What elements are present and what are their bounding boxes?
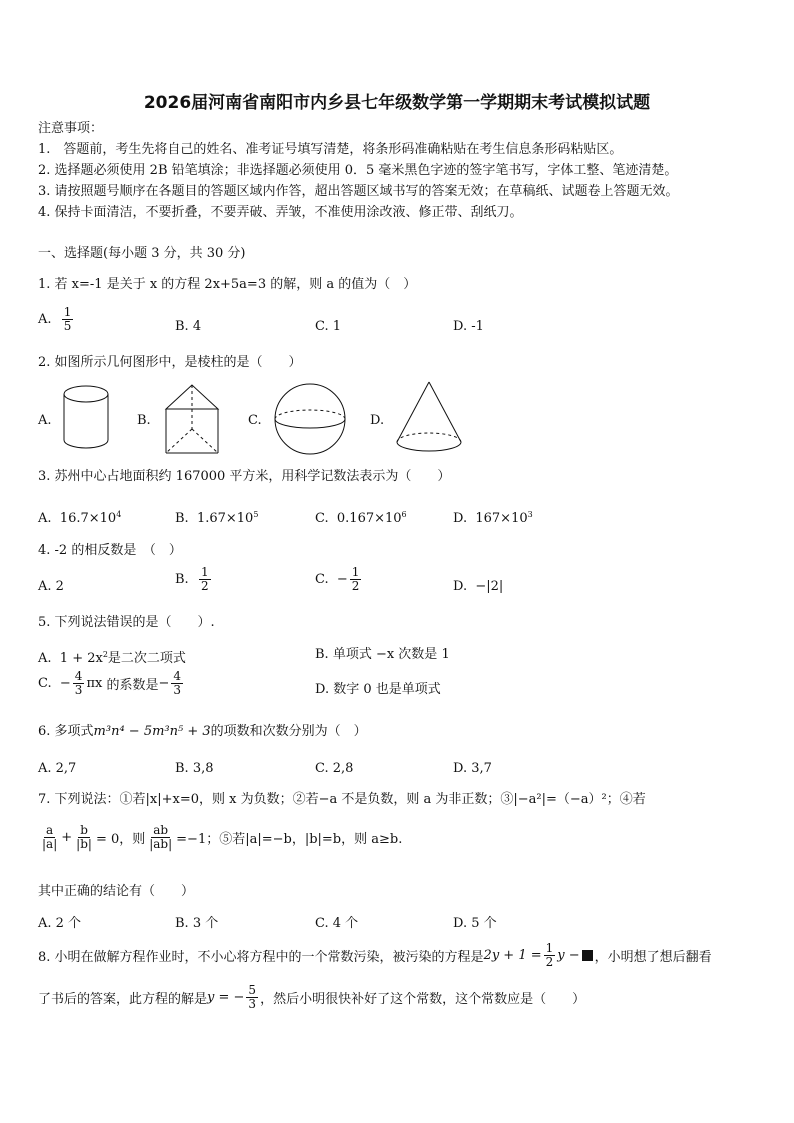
question-4-option-a: A. 2 bbox=[38, 579, 64, 594]
question-5-option-c: C. − $\frac{4}{3}$ πx 的系数是 − $\frac{4}{3}$ bbox=[38, 669, 182, 697]
fraction: $\frac{1}{2}$ bbox=[545, 941, 554, 969]
question-5-stem: 5. 下列说法错误的是（ ）. bbox=[38, 615, 215, 630]
question-7-option-a: A. 2 个 bbox=[38, 916, 82, 931]
question-5-option-b: B. 单项式 −x 次数是 1 bbox=[315, 647, 450, 662]
question-4-option-d: D. −|2| bbox=[453, 579, 504, 594]
question-6-option-a: A. 2,7 bbox=[38, 761, 77, 776]
question-3-option-d: D. $167\times 10^3$ bbox=[453, 510, 533, 526]
cylinder-icon bbox=[58, 382, 114, 454]
question-6-stem: 6. 多项式m³n⁴ − 5m³n⁵ + 3的项数和次数分别为（ ） bbox=[38, 724, 367, 739]
fraction: $\frac{4}{3}$ bbox=[74, 669, 83, 697]
notice-item: 1. 答题前，考生先将自己的姓名、准考证号填写清楚，将条形码准确粘贴在考生信息条形码粘贴区。 bbox=[38, 142, 623, 157]
question-2-label-a: A. bbox=[38, 413, 52, 428]
notice-item: 4. 保持卡面清洁，不要折叠，不要弄破、弄皱，不准使用涂改液、修正带、刮纸刀。 bbox=[38, 205, 523, 220]
notice-item: 2. 选择题必须使用 2B 铅笔填涂；非选择题必须使用 0．5 毫米黑色字迹的签字笔书写，字体工整、笔迹清楚。 bbox=[38, 163, 678, 178]
question-2-stem: 2. 如图所示几何图形中，是棱柱的是（ ） bbox=[38, 355, 302, 370]
fraction: $\frac{1}{5}$ bbox=[63, 305, 72, 333]
question-5-option-d: D. 数字 0 也是单项式 bbox=[315, 682, 441, 697]
question-2-label-d: D. bbox=[370, 413, 385, 428]
notice-heading: 注意事项： bbox=[38, 121, 104, 136]
question-6-option-d: D. 3,7 bbox=[453, 761, 492, 776]
question-1-stem: 1. 若 x=-1 是关于 x 的方程 2x+5a=3 的解，则 a 的值为（ ） bbox=[38, 277, 417, 292]
question-1-option-d: D. -1 bbox=[453, 319, 484, 334]
fraction: $\frac{1}{2}$ bbox=[351, 565, 360, 593]
question-7-option-b: B. 3 个 bbox=[175, 916, 219, 931]
fraction: $\frac{ab}{|ab|}$ bbox=[149, 823, 173, 851]
question-5-option-a: A. $1 + 2x^2$是二次二项式 bbox=[38, 650, 186, 666]
question-6-option-c: C. 2,8 bbox=[315, 761, 354, 776]
cone-icon bbox=[393, 378, 465, 462]
question-3-option-b: B. $1.67\times 10^5$ bbox=[175, 510, 259, 526]
question-8-line1: 8. 小明在做解方程作业时，不小心将方程中的一个常数污染，被污染的方程是 2y + 1 = $\frac{1}{2}$ y − ，小明想了想后翻看 bbox=[38, 941, 712, 969]
question-7-line3: 其中正确的结论有（ ） bbox=[38, 884, 195, 899]
question-3-option-c: C. $0.167\times 10^6$ bbox=[315, 510, 407, 526]
page-title: 2026届河南省南阳市内乡县七年级数学第一学期期末考试模拟试题 bbox=[143, 93, 651, 113]
notice-item: 3. 请按照题号顺序在各题目的答题区域内作答，超出答题区域书写的答案无效；在草稿纸、试题卷上答题无效。 bbox=[38, 184, 679, 199]
question-4-option-c: C. − $\frac{1}{2}$ bbox=[315, 565, 360, 593]
fraction: $\frac{4}{3}$ bbox=[173, 669, 182, 697]
question-6-option-b: B. 3,8 bbox=[175, 761, 214, 776]
fraction: $\frac{a}{|a|}$ bbox=[42, 823, 58, 851]
question-1-option-c: C. 1 bbox=[315, 319, 342, 334]
question-4-stem: 4. -2 的相反数是 （ ） bbox=[38, 543, 182, 558]
question-3-stem: 3. 苏州中心占地面积约 167000 平方米，用科学记数法表示为（ ） bbox=[38, 469, 451, 484]
question-8-line2: 了书后的答案，此方程的解是 y = − $\frac{5}{3}$ ，然后小明很快补好了这个常数，这个常数应是（ ） bbox=[38, 983, 586, 1011]
question-1-option-b: B. 4 bbox=[175, 319, 202, 334]
question-2-label-c: C. bbox=[248, 413, 262, 428]
question-7-option-d: D. 5 个 bbox=[453, 916, 497, 931]
ink-blot-icon bbox=[582, 950, 593, 961]
triangular-prism-icon bbox=[158, 381, 226, 457]
section-heading: 一、选择题(每小题 3 分，共 30 分) bbox=[38, 246, 246, 261]
fraction: $\frac{b}{|b|}$ bbox=[76, 823, 92, 851]
fraction: $\frac{1}{2}$ bbox=[200, 565, 209, 593]
sphere-icon bbox=[270, 382, 350, 456]
question-1-option-a: A. $\frac{1}{5}$ bbox=[38, 305, 72, 333]
fraction: $\frac{5}{3}$ bbox=[248, 983, 257, 1011]
question-7-line2: $\frac{a}{|a|}$ + $\frac{b}{|b|}$ = 0，则 $\frac{ab}{|ab|}$ =−1；⑤若|a|=−b，|b|=b，则 a≥b. bbox=[42, 823, 403, 851]
question-3-option-a: A. $16.7\times 10^4$ bbox=[38, 510, 122, 526]
question-7-option-c: C. 4 个 bbox=[315, 916, 359, 931]
question-7-line1: 7. 下列说法：①若|x|+x=0，则 x 为负数；②若−a 不是负数，则 a 为非正数；③|−a²|=（−a）²；④若 bbox=[38, 792, 646, 807]
question-2-label-b: B. bbox=[137, 413, 151, 428]
question-4-option-b: B. $\frac{1}{2}$ bbox=[175, 565, 209, 593]
